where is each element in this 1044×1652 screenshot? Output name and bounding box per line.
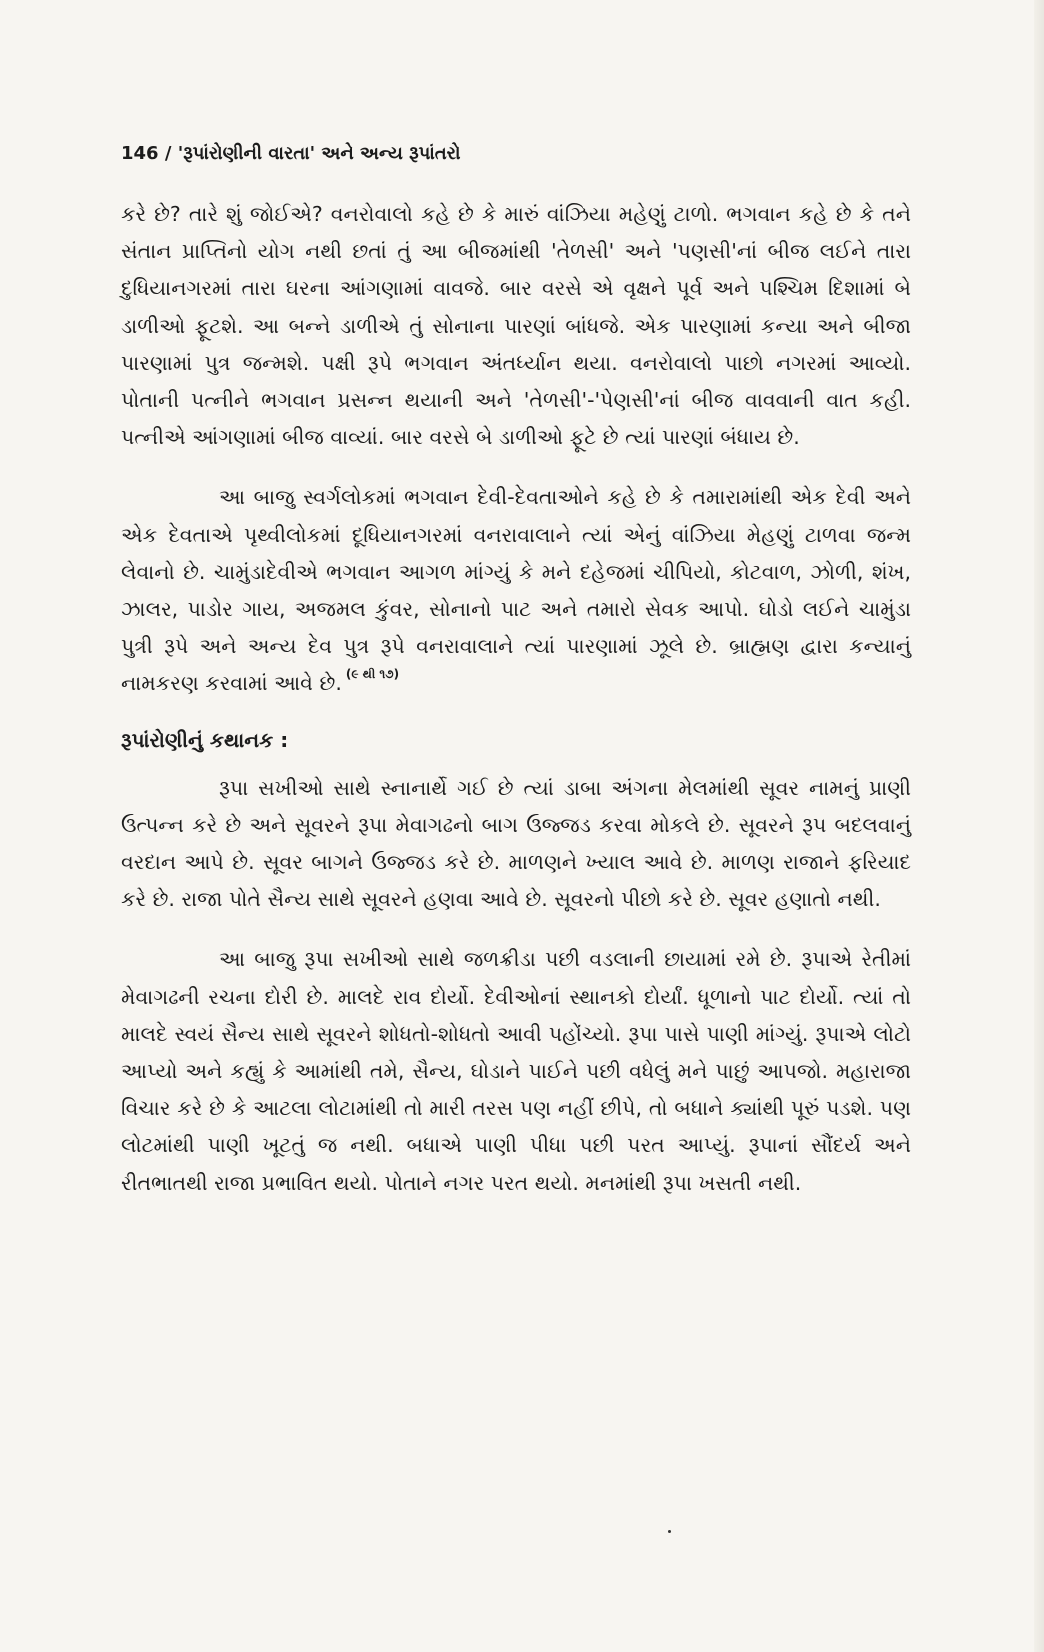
section-heading: રૂપાંરોણીનું કથાનક : — [121, 727, 289, 752]
paragraph-2-text: આ બાજુ સ્વર્ગલોકમાં ભગવાન દેવી-દેવતાઓને કહે છે કે તમારામાંથી એક દેવી અને એક દેવતાએ પૃથ્વીલોકમાં દૂધિયાનગરમાં વનરાવાલાને ત્યાં એનું વાંઝિયા મેહણું ટાળવા જન્મ લેવાનો છે. ચામુંડાદેવીએ ભગવાન આગળ માંગ્યું કે મને દહેજમાં ચીપિયો, કોટવાળ, ઝોળી, શંખ, ઝાલર, પાડોર ગાય, અજમલ કુંવર, સોનાનો પાટ અને તમારો સેવક આપો. ઘોડો લઈને ચામુંડા પુત્રી રૂપે અને અન્ય દેવ પુત્ર રૂપે વનરાવાલાને ત્યાં પારણામાં ઝૂલે છે. બ્રાહ્મણ દ્વારા કન્યાનું નામકરણ કરવામાં આવે છે. — [121, 485, 911, 696]
section-paragraph-1: રૂપા સખીઓ સાથે સ્નાનાર્થે ગઈ છે ત્યાં ડાબા અંગના મેલમાંથી સૂવર નામનું પ્રાણી ઉત્પન્ન કરે છે અને સૂવરને રૂપા મેવાગઢનો બાગ ઉજ્જડ કરવા મોકલે છે. સૂવરને રૂપ બદલવાનું વરદાન આપે છે. સૂવર બાગને ઉજ્જડ કરે છે. માળણને ખ્યાલ આવે છે. માળણ રાજાને ફરિયાદ કરે છે. રાજા પોતે સૈન્ય સાથે સૂવરને હણવા આવે છે. સૂવરનો પીછો કરે છે. સૂવર હણાતો નથી. — [121, 775, 911, 912]
section-paragraph-2: આ બાજુ રૂપા સખીઓ સાથે જળક્રીડા પછી વડલાની છાયામાં રમે છે. રૂપાએ રેતીમાં મેવાગઢની રચના દોરી છે. માલદે રાવ દોર્યો. દેવીઓનાં સ્થાનકો દોર્યાં. ધૂળાનો પાટ દોર્યો. ત્યાં તો માલદે સ્વયં સૈન્ય સાથે સૂવરને શોધતો-શોધતો આવી પહોંચ્યો. રૂપા પાસે પાણી માંગ્યું. રૂપાએ લોટો આપ્યો અને કહ્યું કે આમાંથી તમે, સૈન્ય, ઘોડાને પાઈને પછી વધેલું મને પાછું આપજો. મહારાજા વિચાર કરે છે કે આટલા લોટામાંથી તો મારી તરસ પણ નહીં છીપે, તો બધાને ક્યાંથી પૂરું પડશે. પણ લોટમાંથી પાણી ખૂટતું જ નથી. બધાએ પાણી પીધા પછી પરત આપ્યું. રૂપાનાં સૌંદર્ય અને રીતભાતથી રાજા પ્રભાવિત થયો. પોતાને નગર પરત થયો. મનમાંથી રૂપા ખસતી નથી. — [121, 947, 911, 1195]
header-separator: / — [158, 143, 178, 164]
page-edge — [1034, 0, 1044, 1652]
paragraph-2 — [121, 479, 911, 705]
footnote-reference: (૯ થી ૧૭) — [345, 667, 400, 682]
paragraph-1: કરે છે? તારે શું જોઈએ? વનરોવાલો કહે છે કે મારું વાંઝિયા મહેણું ટાળો. ભગવાન કહે છે કે તને સંતાન પ્રાપ્તિનો યોગ નથી છતાં તું આ બીજમાંથી 'તેળસી' અને 'પણસી'નાં બીજ લઈને તારા દુધિયાનગરમાં તારા ઘરના આંગણામાં વાવજે. બાર વરસે એ વૃક્ષને પૂર્વ અને પશ્ચિમ દિશામાં બે ડાળીઓ ફૂટશે. આ બન્ને ડાળીએ તું સોનાના પારણાં બાંધજે. એક પારણામાં કન્યા અને બીજા પારણામાં પુત્ર જન્મશે. પક્ષી રૂપે ભગવાન અંતર્ધ્યાન થયા. વનરોવાલો પાછો નગરમાં આવ્યો. પોતાની પત્નીને ભગવાન પ્રસન્ન થયાની અને 'તેળસી'-'પેણસી'નાં બીજ વાવવાની વાત કહી. પત્નીએ આંગણામાં બીજ વાવ્યાં. બાર વરસે બે ડાળીઓ ફૂટે છે ત્યાં પારણાં બંધાય છે. — [121, 202, 911, 450]
running-header — [121, 140, 460, 168]
ink-speck — [668, 1530, 671, 1533]
page-number: 146 — [121, 143, 159, 164]
page-body — [121, 196, 911, 1202]
header-title: 'રૂપાંરોણીની વારતા' અને અન્ય રૂપાંતરો — [177, 143, 461, 164]
